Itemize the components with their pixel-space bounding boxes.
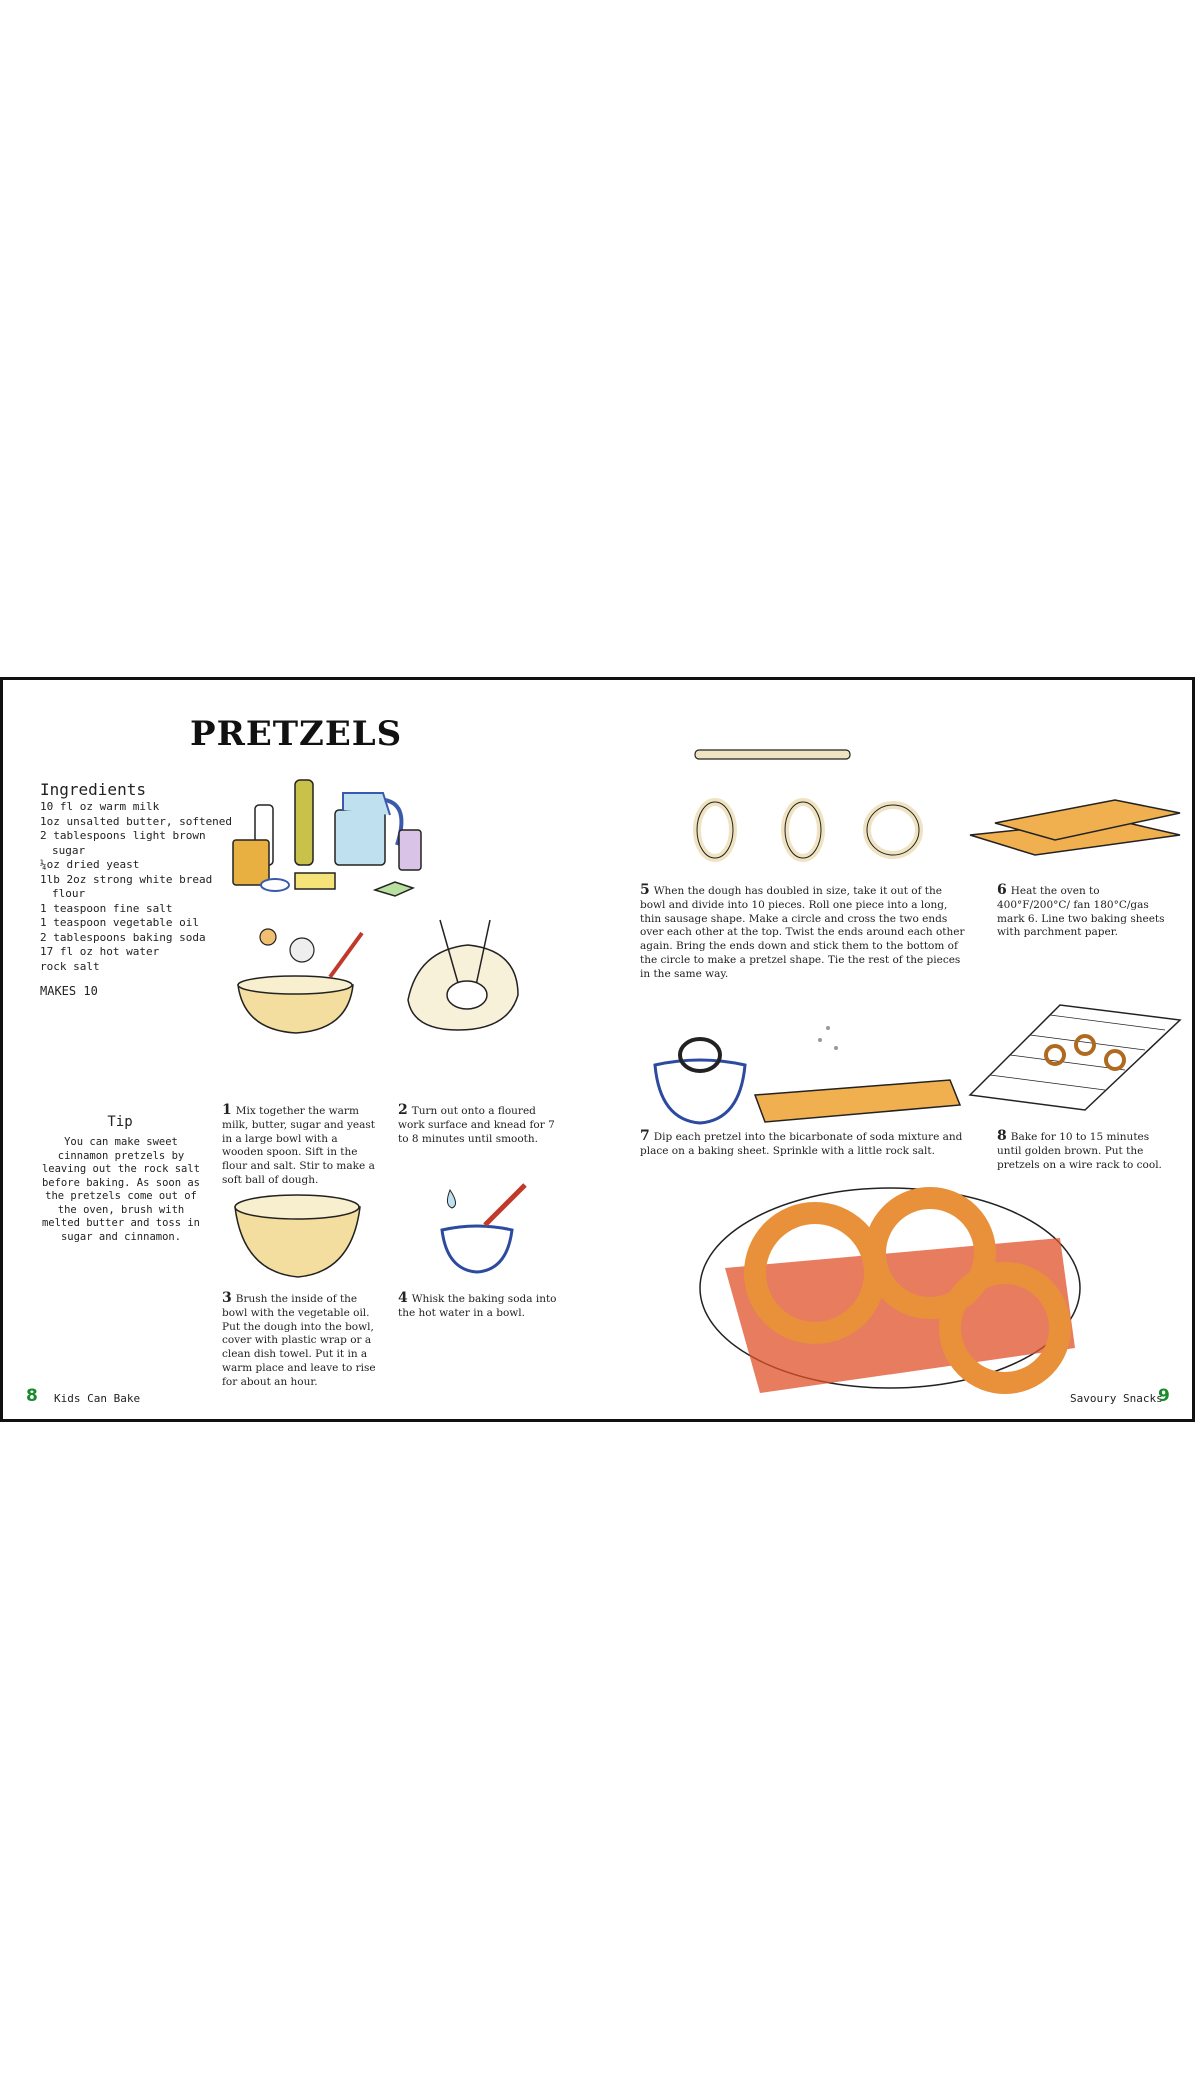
tip-heading: Tip	[107, 1114, 133, 1130]
page-title: PRETZELS	[190, 714, 403, 754]
step-7-number: 7	[640, 1128, 650, 1144]
step-4-number: 4	[398, 1290, 408, 1306]
ingredient-item: 10 fl oz warm milk	[40, 800, 160, 813]
step-5	[640, 884, 965, 982]
left-footer-text: Kids Can Bake	[54, 1392, 141, 1405]
pretzels-basket-illustration	[700, 1178, 1095, 1403]
step-3-text: Brush the inside of the bowl with the vegetable oil. Put the dough into the bowl, cover with plastic wrap or a clean dish towel. Put it in a warm place and leave to rise for about an hour.	[222, 1293, 376, 1388]
step-8-text: Bake for 10 to 15 minutes until golden brown. Put the pretzels on a wire rack to cool.	[997, 1131, 1162, 1171]
step-1-number: 1	[222, 1102, 232, 1118]
step-6	[997, 884, 1167, 940]
step-2	[398, 1104, 558, 1146]
ingredient-item: flour	[52, 887, 86, 900]
step-7-text: Dip each pretzel into the bicarbonate of soda mixture and place on a baking sheet. Sprinkle with a little rock salt.	[640, 1131, 963, 1157]
ingredient-item: sugar	[52, 843, 86, 857]
step-2-text: Turn out onto a floured work surface and knead for 7 to 8 minutes until smooth.	[398, 1105, 555, 1145]
ingredient-item: 1oz unsalted butter, softened	[40, 814, 233, 828]
cooling-rack-illustration	[965, 1000, 1185, 1115]
mixing-bowl-illustration	[230, 915, 380, 1035]
baking-sheets-illustration	[965, 795, 1185, 865]
step-2-number: 2	[398, 1102, 408, 1118]
ingredient-item: 2 tablespoons baking soda	[40, 930, 206, 944]
makes-count: MAKES 10	[40, 984, 98, 998]
ingredients-illustration	[225, 775, 435, 905]
step-6-text: Heat the oven to 400°F/200°C/ fan 180°C/gas mark 6. Line two baking sheets with parchment paper.	[997, 885, 1165, 939]
ingredient-item: 1 teaspoon fine salt	[40, 901, 173, 915]
step-1	[222, 1104, 382, 1188]
step-1-text: Mix together the warm milk, butter, sugar and yeast in a large bowl with a wooden spoon. Sift in the flour and salt. Stir to make a soft ball of dough.	[222, 1105, 375, 1186]
step-5-text: When the dough has doubled in size, take it out of the bowl and divide into 10 pieces. Roll one piece into a long, thin sausage shape. Make a circle and cross the two ends over each other at the top. Twist the ends around each other again. Bring the ends down and stick them to the bottom of the circle to make a pretzel shape. Tie the rest of the pieces in the same way.	[640, 885, 965, 980]
left-page-number: 8	[26, 1386, 38, 1406]
dipping-pretzel-illustration	[650, 1010, 970, 1125]
step-5-number: 5	[640, 882, 650, 898]
ingredient-item: rock salt	[40, 959, 100, 973]
ingredient-item: ¼oz dried yeast	[40, 858, 140, 871]
ingredient-item: 1 teaspoon vegetable oil	[40, 916, 199, 929]
ingredient-item: 1lb 2oz strong white bread	[40, 872, 213, 886]
step-3	[222, 1292, 382, 1390]
oiled-bowl-illustration	[230, 1192, 365, 1292]
ingredient-item: 2 tablespoons light brown	[40, 829, 206, 842]
step-3-number: 3	[222, 1290, 232, 1306]
step-8	[997, 1130, 1167, 1172]
step-8-number: 8	[997, 1128, 1007, 1144]
right-page-number: 9	[1158, 1386, 1170, 1406]
step-7	[640, 1130, 970, 1159]
step-6-number: 6	[997, 882, 1007, 898]
right-footer-text: Savoury Snacks	[1070, 1392, 1163, 1405]
kneading-illustration	[400, 920, 525, 1035]
tip-text: You can make sweet cinnamon pretzels by leaving out the rock salt before baking. As soon as the pretzels come out of the oven, brush with melted butter and toss in sugar and cinnamon.	[41, 1136, 201, 1243]
ingredient-item: 17 fl oz hot water	[40, 945, 160, 958]
shaping-pretzel-illustration	[690, 745, 930, 870]
step-4	[398, 1292, 558, 1321]
step-4-text: Whisk the baking soda into the hot water in a bowl.	[398, 1293, 557, 1319]
ingredients-heading: Ingredients	[40, 780, 146, 799]
whisk-bowl-illustration	[430, 1180, 525, 1280]
ingredients-list	[40, 800, 233, 974]
